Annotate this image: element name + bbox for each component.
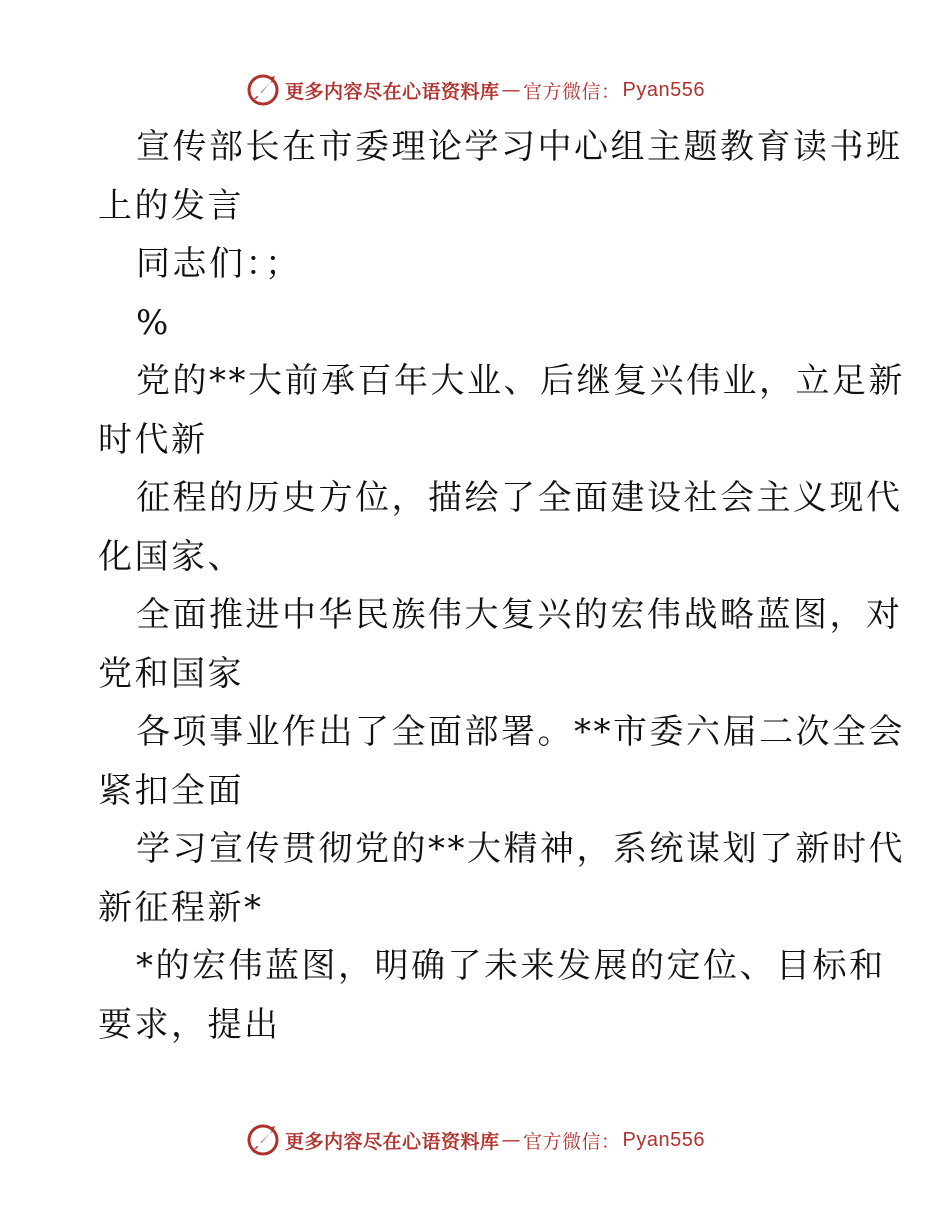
footer-watermark bbox=[0, 1120, 950, 1160]
watermark-side-text: 官方微信： bbox=[523, 80, 621, 103]
watermark-wechat-id: Pyan556 bbox=[622, 78, 705, 101]
line-first: 学习宣传贯彻党的**大精神，系统谋划了新时代 bbox=[136, 829, 905, 869]
watermark-dash: — bbox=[501, 1129, 522, 1151]
watermark-text bbox=[285, 77, 705, 104]
line-first: 全面推进中华民族伟大复兴的宏伟战略蓝图，对 bbox=[136, 595, 903, 635]
line-first: *的宏伟蓝图，明确了未来发展的定位、目标和 bbox=[136, 946, 886, 986]
document-title bbox=[98, 118, 903, 235]
paragraph bbox=[98, 937, 886, 1054]
header-watermark bbox=[0, 70, 950, 110]
line-first: 宣传部长在市委理论学习中心组主题教育读书班 bbox=[136, 127, 903, 167]
paragraph bbox=[98, 586, 903, 703]
line-second: 新征程新* bbox=[98, 887, 264, 928]
watermark-wechat-id: Pyan556 bbox=[622, 1128, 705, 1151]
paragraph bbox=[98, 469, 903, 586]
document-body bbox=[98, 118, 905, 1054]
quill-pen-seal-icon bbox=[245, 72, 281, 108]
stray-mark bbox=[98, 294, 868, 353]
watermark-text bbox=[285, 1127, 705, 1154]
line-first: % bbox=[136, 302, 171, 343]
watermark-dash: — bbox=[501, 79, 522, 101]
line-second: 上的发言 bbox=[98, 185, 244, 226]
watermark-main-text: 更多内容尽在心语资料库 bbox=[285, 1130, 500, 1153]
salutation bbox=[98, 235, 868, 294]
line-second: 紧扣全面 bbox=[98, 770, 244, 811]
quill-pen-seal-icon bbox=[245, 1122, 281, 1158]
line-first: 各项事业作出了全面部署。**市委六届二次全会 bbox=[136, 712, 905, 752]
line-second: 党和国家 bbox=[98, 653, 244, 694]
line-second: 时代新 bbox=[98, 419, 208, 460]
line-first: 同志们：； bbox=[136, 244, 302, 284]
line-second: 化国家、 bbox=[98, 536, 244, 577]
line-first: 征程的历史方位，描绘了全面建设社会主义现代 bbox=[136, 478, 903, 518]
watermark-side-text: 官方微信： bbox=[523, 1130, 621, 1153]
line-second: 要求，提出 bbox=[98, 1004, 281, 1045]
paragraph bbox=[98, 703, 905, 820]
paragraph bbox=[98, 820, 905, 937]
watermark-main-text: 更多内容尽在心语资料库 bbox=[285, 80, 500, 103]
paragraph bbox=[98, 352, 905, 469]
line-first: 党的**大前承百年大业、后继复兴伟业，立足新 bbox=[136, 361, 905, 401]
